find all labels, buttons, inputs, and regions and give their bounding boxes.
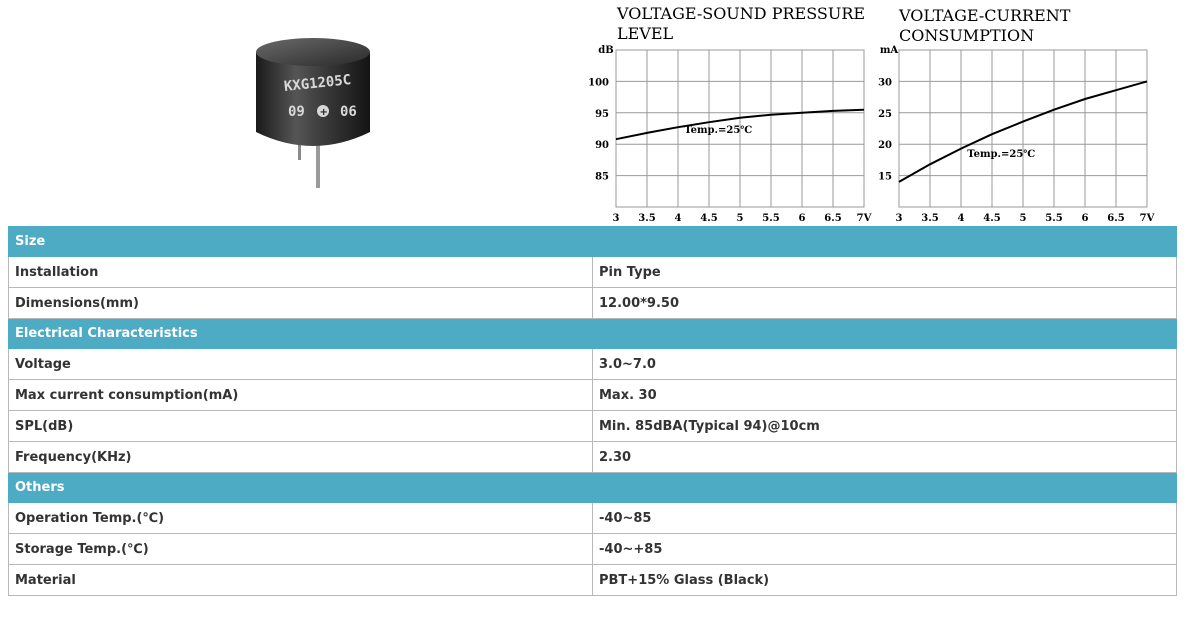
y-axis-unit-label: dB [598, 45, 614, 56]
y-tick-label: 95 [595, 108, 609, 120]
x-tick-label: 5 [1019, 213, 1027, 224]
table-row [9, 534, 1177, 565]
table-row [9, 257, 1177, 288]
spl-chart [585, 40, 875, 230]
x-tick-label: 3 [895, 213, 903, 224]
x-tick-label: 3.5 [638, 213, 656, 224]
marking-line2-right: 06 [340, 104, 357, 120]
marking-line2-left: 09 [288, 104, 305, 120]
spec-value: Pin Type [593, 257, 1177, 288]
spec-value: -40~+85 [593, 534, 1177, 565]
table-row [9, 503, 1177, 534]
spl-chart-title: VOLTAGE-SOUND PRESSURE LEVEL [617, 4, 866, 43]
table-row [9, 565, 1177, 596]
spec-value: Min. 85dBA(Typical 94)@10cm [593, 411, 1177, 442]
spec-value: PBT+15% Glass (Black) [593, 565, 1177, 596]
spec-label: Installation [9, 257, 593, 288]
spec-label: Operation Temp.(℃) [9, 503, 593, 534]
table-row [9, 380, 1177, 411]
spec-label: Voltage [9, 349, 593, 380]
x-tick-label: 4 [957, 213, 965, 224]
spec-label: Frequency(KHz) [9, 442, 593, 473]
x-tick-label: 4 [674, 213, 682, 224]
buzzer-product-image [248, 30, 378, 195]
y-tick-label: 15 [878, 171, 892, 183]
x-tick-label: 4.5 [983, 213, 1001, 224]
svg-text:+: + [319, 107, 328, 118]
x-tick-label: 4.5 [700, 213, 718, 224]
table-row [9, 288, 1177, 319]
y-tick-label: 100 [588, 77, 609, 89]
y-tick-label: 90 [595, 140, 609, 152]
spec-label: Material [9, 565, 593, 596]
y-axis-unit-label: mA [879, 45, 899, 56]
spec-value: -40~85 [593, 503, 1177, 534]
spec-label: Dimensions(mm) [9, 288, 593, 319]
spec-value: 12.00*9.50 [593, 288, 1177, 319]
spec-value: 3.0~7.0 [593, 349, 1177, 380]
spec-label: Storage Temp.(℃) [9, 534, 593, 565]
y-tick-label: 85 [595, 171, 609, 183]
section-header-row [9, 473, 1177, 503]
x-tick-label: 5 [736, 213, 744, 224]
spec-value: Max. 30 [593, 380, 1177, 411]
x-tick-label: 5.5 [1045, 213, 1063, 224]
current-chart [868, 40, 1158, 230]
section-title: Size [9, 227, 1177, 257]
section-title: Others [9, 473, 1177, 503]
spec-table [8, 226, 1177, 596]
y-tick-label: 25 [878, 108, 892, 120]
x-tick-label: 7V [856, 213, 872, 224]
table-row [9, 411, 1177, 442]
current-chart-title: VOLTAGE-CURRENT CONSUMPTION [899, 6, 1071, 45]
temperature-annotation: Temp.=25℃ [684, 124, 753, 136]
y-tick-label: 30 [878, 77, 892, 89]
x-tick-label: 6 [1081, 213, 1089, 224]
x-tick-label: 3 [612, 213, 620, 224]
table-row [9, 349, 1177, 380]
marking-line1: KXG1205C [283, 72, 352, 95]
table-row [9, 442, 1177, 473]
temperature-annotation: Temp.=25℃ [967, 148, 1036, 160]
x-tick-label: 7V [1139, 213, 1155, 224]
section-header-row [9, 227, 1177, 257]
spec-label: SPL(dB) [9, 411, 593, 442]
x-tick-label: 6.5 [824, 213, 842, 224]
x-tick-label: 5.5 [762, 213, 780, 224]
y-tick-label: 20 [878, 140, 892, 152]
spec-value: 2.30 [593, 442, 1177, 473]
section-header-row [9, 319, 1177, 349]
x-tick-label: 6 [798, 213, 806, 224]
x-tick-label: 6.5 [1107, 213, 1125, 224]
section-title: Electrical Characteristics [9, 319, 1177, 349]
spec-label: Max current consumption(mA) [9, 380, 593, 411]
x-tick-label: 3.5 [921, 213, 939, 224]
